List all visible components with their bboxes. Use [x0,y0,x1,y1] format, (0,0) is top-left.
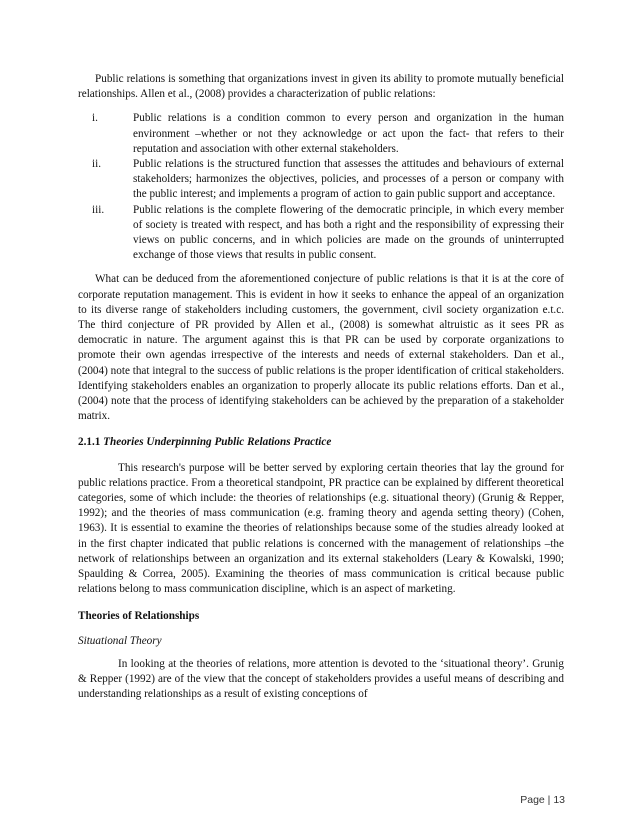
definition-list [78,111,564,263]
situational-theory-subheading: Situational Theory [78,634,162,647]
list-item [78,111,564,157]
section-number: 2.1.1 [78,436,101,449]
section-heading [78,435,564,450]
relationships-heading: Theories of Relationships [78,609,200,622]
list-item-text: Public relations is the structured function that assesses the attitudes and behaviours of external stakeholders; harmonizes the objectives, policies, and processes of a person or company with the public interest; and implements a program of action to gain public support and acceptance. [133,158,564,201]
list-item-text: Public relations is a condition common to every person and organization in the human environment –whether or not they acknowledge or act upon the fact- that refers to their reputation and association with other external stakeholders. [133,112,564,155]
list-item-number: ii. [92,158,102,171]
theories-paragraph: This research's purpose will be better served by exploring certain theories that lay the ground for public relations practice. From a theoretical standpoint, PR practice can be explained by different theoretical categories, some of which include: the theories of relationships (e.g. situational theory) (Grunig & Repper, 1992); and the theories of mass communication (e.g. framing theory and agenda setting theory) (Cohen, 1963). It is essential to examine the theories of relationships because some of the studies already looked at in the first chapter indicated that public relations is concerned with the management of relationships –the network of relationships between an organization and its external stakeholders (Leary & Kowalski, 1990; Spaulding & Correa, 2005). Examining the theories of mass communication is critical because public relations belong to mass communication discipline, which is an aspect of marketing. [78,461,564,596]
situational-theory-paragraph: In looking at the theories of relations, more attention is devoted to the ‘situational theory’. Grunig & Repper (1992) are of the view that the concept of stakeholders provides a useful means of describing and understanding relationships as a result of existing conceptions of [78,657,564,701]
list-item-number: iii. [92,203,105,216]
list-item-text: Public relations is the complete flowering of the democratic principle, in which every member of society is treated with respect, and has both a right and the responsibility of expressing their views on public concerns, and in which policies are made on the grounds of uninterrupted exchange of those views that results in public consent. [133,203,564,262]
list-item [78,157,564,203]
list-item-number: i. [92,112,98,125]
page-number: Page | 13 [520,794,565,806]
analysis-paragraph: What can be deduced from the aforementioned conjecture of public relations is that it is at the core of corporate reputation management. This is evident in how it seeks to enhance the appeal of an organization to its diverse range of stakeholders including customers, the government, civil society organization e.t.c. The third conjecture of PR provided by Allen et al., (2008) is somewhat altruistic as it sees PR as democratic in nature. The argument against this is that PR can be used by corporate organizations to promote their own agendas irrespective of the interests and needs of external stakeholders. Dan et al., (2004) note that integral to the success of public relations is the proper identification of critical stakeholders. Identifying stakeholders enables an organization to properly allocate its public relations efforts. Dan et al., (2004) note that the process of identifying stakeholders can be achieved by the preparation of a stakeholder matrix. [78,273,564,423]
intro-paragraph: Public relations is something that organizations invest in given its ability to promote mutually beneficial relationships. Allen et al., (2008) provides a characterization of public relations: [78,73,564,101]
section-title: Theories Underpinning Public Relations Practice [103,436,332,449]
list-item [78,203,564,264]
page-content [78,72,564,703]
